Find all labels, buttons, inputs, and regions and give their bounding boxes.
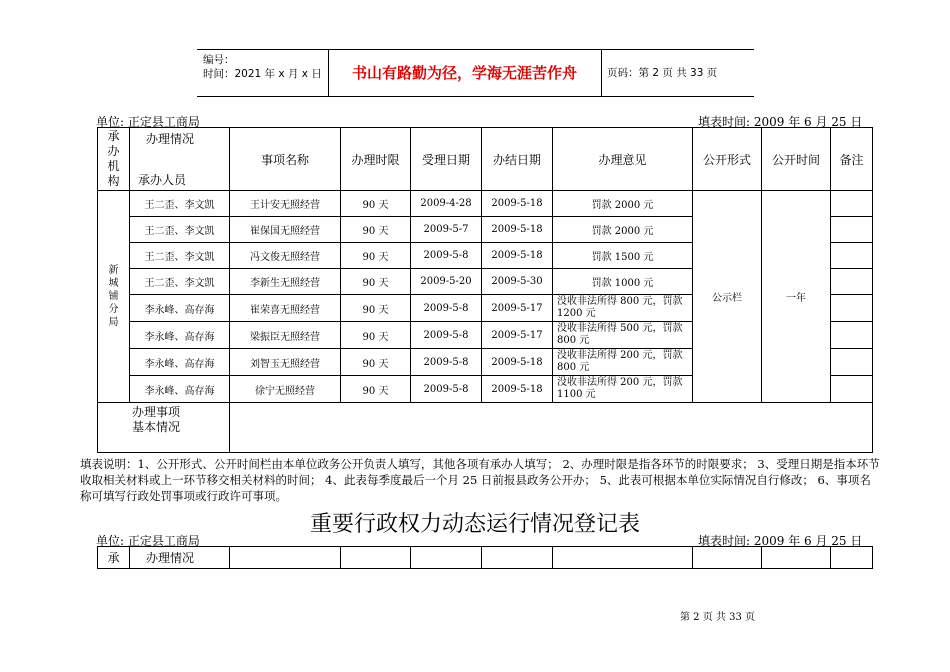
header-org: 承办机构 bbox=[98, 128, 130, 191]
header-remark: 备注 bbox=[831, 128, 873, 191]
table2-cell bbox=[762, 547, 831, 569]
limit-cell: 90 天 bbox=[341, 269, 411, 295]
table2-cell bbox=[341, 547, 411, 569]
fill-time-label-2: 填表时间: 2009 年 6 月 25 日 bbox=[698, 534, 863, 548]
accept-cell: 2009-5-7 bbox=[411, 217, 482, 243]
staff-cell: 王二歪、李文凯 bbox=[130, 217, 230, 243]
staff-cell: 王二歪、李文凯 bbox=[130, 191, 230, 217]
registration-table-2 bbox=[97, 546, 873, 569]
motto: 书山有路勤为径，学海无涯苦作舟 bbox=[328, 50, 602, 96]
remark-cell bbox=[831, 191, 873, 217]
remark-cell bbox=[831, 243, 873, 269]
finish-cell: 2009-5-17 bbox=[482, 322, 553, 349]
unit-label: 单位: 正定县工商局 bbox=[96, 115, 200, 129]
limit-cell: 90 天 bbox=[341, 349, 411, 376]
staff-cell: 王二歪、李文凯 bbox=[130, 243, 230, 269]
opinion-cell: 罚款 2000 元 bbox=[553, 191, 693, 217]
staff-cell: 李永峰、高存海 bbox=[130, 376, 230, 403]
basic-info-row bbox=[98, 403, 873, 453]
org-name-cell: 新城铺分局 bbox=[98, 191, 130, 403]
fill-instructions: 填表说明：1、公开形式、公开时间栏由本单位政务公开负责人填写，其他各项有承办人填写； 2、办理时限是指各环节的时限要求； 3、受理日期是指本环节收取相关材料或上一环节移交相关材料的时间； 4、此表每季度最后一个月 25 日前报县政务公开办； 5、此表可根据本单位实际情况自行修改； 6、事项名称可填写行政处罚事项或行政许可事项。 bbox=[80, 457, 880, 503]
item-cell: 李新生无照经营 bbox=[230, 269, 341, 295]
header-item-name: 事项名称 bbox=[230, 128, 341, 191]
page-title: 重要行政权力动态运行情况登记表 bbox=[309, 512, 640, 537]
finish-cell: 2009-5-17 bbox=[482, 295, 553, 322]
accept-cell: 2009-5-8 bbox=[411, 243, 482, 269]
finish-cell: 2009-5-18 bbox=[482, 376, 553, 403]
header-public-time: 公开时间 bbox=[762, 128, 831, 191]
header-info-cell bbox=[197, 50, 329, 96]
opinion-cell: 罚款 2000 元 bbox=[553, 217, 693, 243]
header-accept-date: 受理日期 bbox=[411, 128, 482, 191]
header-status: 办理情况 承办人员 bbox=[130, 128, 230, 191]
opinion-cell: 没收非法所得 200 元，罚款 800 元 bbox=[553, 349, 693, 376]
accept-cell: 2009-5-8 bbox=[411, 322, 482, 349]
item-cell: 徐宁无照经营 bbox=[230, 376, 341, 403]
accept-cell: 2009-4-28 bbox=[411, 191, 482, 217]
staff-cell: 王二歪、李文凯 bbox=[130, 269, 230, 295]
header2-org: 承 bbox=[98, 547, 130, 569]
opinion-cell: 罚款 1500 元 bbox=[553, 243, 693, 269]
table-header-row bbox=[98, 128, 873, 191]
finish-cell: 2009-5-30 bbox=[482, 269, 553, 295]
header-finish-date: 办结日期 bbox=[482, 128, 553, 191]
limit-cell: 90 天 bbox=[341, 376, 411, 403]
serial-label: 编号： bbox=[203, 54, 235, 66]
registration-table bbox=[97, 127, 873, 453]
finish-cell: 2009-5-18 bbox=[482, 243, 553, 269]
finish-cell: 2009-5-18 bbox=[482, 191, 553, 217]
finish-cell: 2009-5-18 bbox=[482, 217, 553, 243]
header-public-form: 公开形式 bbox=[693, 128, 762, 191]
header-time-limit: 办理时限 bbox=[341, 128, 411, 191]
item-cell: 崔荣喜无照经营 bbox=[230, 295, 341, 322]
staff-cell: 李永峰、高存海 bbox=[130, 295, 230, 322]
table2-header-row bbox=[98, 547, 873, 569]
unit-label-2: 单位: 正定县工商局 bbox=[96, 534, 200, 548]
header-opinion: 办理意见 bbox=[553, 128, 693, 191]
limit-cell: 90 天 bbox=[341, 243, 411, 269]
remark-cell bbox=[831, 322, 873, 349]
basic-info-label-cell bbox=[98, 403, 230, 453]
remark-cell bbox=[831, 217, 873, 243]
page-header bbox=[197, 49, 754, 97]
accept-cell: 2009-5-8 bbox=[411, 349, 482, 376]
table2-cell bbox=[230, 547, 341, 569]
opinion-cell: 罚款 1000 元 bbox=[553, 269, 693, 295]
public-time-cell: 一年 bbox=[762, 191, 831, 403]
header2-status: 办理情况 bbox=[130, 547, 230, 569]
time-label: 时间：2021 年 x 月 x 日 bbox=[203, 68, 322, 80]
table2-cell bbox=[693, 547, 762, 569]
item-cell: 冯文俊无照经营 bbox=[230, 243, 341, 269]
item-cell: 崔保国无照经营 bbox=[230, 217, 341, 243]
remark-cell bbox=[831, 349, 873, 376]
limit-cell: 90 天 bbox=[341, 191, 411, 217]
page-number-label: 页码：第 2 页 共 33 页 bbox=[607, 67, 718, 79]
remark-cell bbox=[831, 269, 873, 295]
basic-info-label: 办理事项基本情况 bbox=[132, 405, 181, 434]
accept-cell: 2009-5-8 bbox=[411, 295, 482, 322]
finish-cell: 2009-5-18 bbox=[482, 349, 553, 376]
item-cell: 王计安无照经营 bbox=[230, 191, 341, 217]
page-footer: 第 2 页 共 33 页 bbox=[680, 612, 755, 623]
limit-cell: 90 天 bbox=[341, 322, 411, 349]
staff-cell: 李永峰、高存海 bbox=[130, 322, 230, 349]
accept-cell: 2009-5-8 bbox=[411, 376, 482, 403]
table2-cell bbox=[553, 547, 693, 569]
item-cell: 刘智玉无照经营 bbox=[230, 349, 341, 376]
table2-cell bbox=[831, 547, 873, 569]
opinion-cell: 没收非法所得 200 元，罚款 1100 元 bbox=[553, 376, 693, 403]
opinion-cell: 没收非法所得 500 元，罚款 800 元 bbox=[553, 322, 693, 349]
opinion-cell: 没收非法所得 800 元，罚款 1200 元 bbox=[553, 295, 693, 322]
basic-info-content bbox=[230, 403, 873, 453]
item-cell: 梁振臣无照经营 bbox=[230, 322, 341, 349]
limit-cell: 90 天 bbox=[341, 217, 411, 243]
remark-cell bbox=[831, 295, 873, 322]
table2-cell bbox=[482, 547, 553, 569]
fill-time-label: 填表时间: 2009 年 6 月 25 日 bbox=[698, 115, 863, 129]
staff-cell: 李永峰、高存海 bbox=[130, 349, 230, 376]
table-row bbox=[98, 191, 873, 217]
accept-cell: 2009-5-20 bbox=[411, 269, 482, 295]
public-form-cell: 公示栏 bbox=[693, 191, 762, 403]
limit-cell: 90 天 bbox=[341, 295, 411, 322]
remark-cell bbox=[831, 376, 873, 403]
table2-cell bbox=[411, 547, 482, 569]
